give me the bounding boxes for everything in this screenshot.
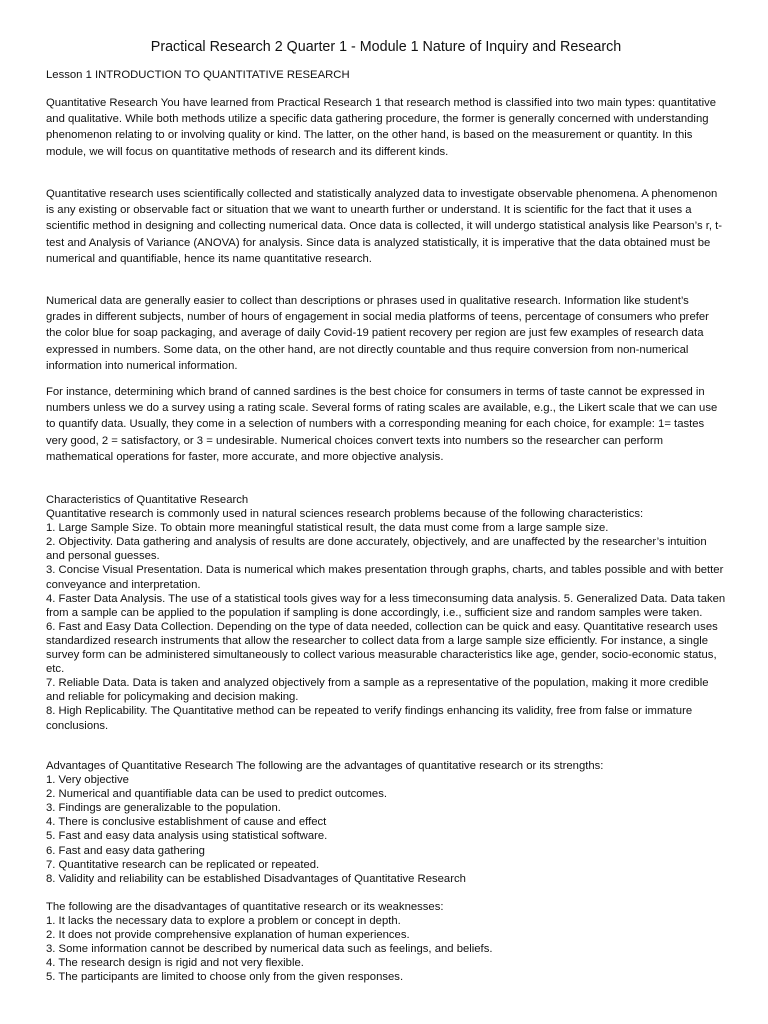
list-item: 3. Some information cannot be described by numerical data such as feelings, and beliefs. — [46, 943, 493, 956]
advantages-heading: Advantages of Quantitative Research The following are the advantages of quantitative research or its strengths: — [46, 760, 604, 772]
list-item: 5. Fast and easy data analysis using statistical software. — [46, 830, 328, 843]
list-item: 2. Objectivity. Data gathering and analysis of results are done accurately, objectively, and are unaffected by the researcher’s intuition and personal guesses. — [46, 536, 707, 563]
paragraph-numerical-data: Numerical data are generally easier to collect than descriptions or phrases used in qualitative research. Information like student’s grades in different subjects, number of hours of engagement in social media platforms of teens, percentage of consumers who prefer the color blue for soap packaging, and average of daily Covid-19 patient recovery per region are just few examples of research data expressed in numbers. Some data, on the other hand, are not directly countable and thus require conversion from non-numerical information into numerical information. — [46, 295, 709, 372]
list-item: 5. The participants are limited to choose only from the given responses. — [46, 971, 404, 984]
list-item: 4. Faster Data Analysis. The use of a statistical tools gives way for a less timeconsuming data analysis. 5. Generalized Data. Data taken from a sample can be applied to the population if sampling is done accordingly, i.e., sufficient size and random samples were taken. — [46, 592, 726, 619]
list-item: 2. Numerical and quantifiable data can be used to predict outcomes. — [46, 788, 387, 801]
list-item: 4. The research design is rigid and not very flexible. — [46, 957, 304, 970]
paragraph-intro: Quantitative Research You have learned from Practical Research 1 that research method is classified into two main types: quantitative and qualitative. While both methods utilize a specific data gathering procedure, the former is generally concerned with understanding phenomenon relating to or involving quality or kind. The latter, on the other hand, is based on the measurement or quantity. In this module, we will focus on quantitative methods of research and its different kinds. — [46, 97, 717, 158]
characteristics-intro: Quantitative research is commonly used in natural sciences research problems because of the following characteristics: — [46, 508, 644, 521]
characteristics-heading: Characteristics of Quantitative Research — [46, 494, 249, 506]
advantages-section — [46, 759, 726, 886]
list-item: 7. Quantitative research can be replicated or repeated. — [46, 858, 320, 871]
disadvantages-heading: The following are the disadvantages of quantitative research or its weaknesses: — [46, 901, 444, 913]
list-item: 3. Findings are generalizable to the population. — [46, 802, 281, 815]
list-item: 3. Concise Visual Presentation. Data is numerical which makes presentation through graphs, charts, and tables possible and with better conveyance and interpretation. — [46, 564, 724, 591]
paragraph-definition: Quantitative research uses scientifically collected and statistically analyzed data to investigate observable phenomena. A phenomenon is any existing or observable fact or situation that we want to unearth further or understand. It is scientific for the fact that it uses a scientific method in designing and collecting numerical data. Once data is collected, it will undergo statistical analysis like Pearson’s r, t-test and Analysis of Variance (ANOVA) for analysis. Since data is analyzed statistically, it is imperative that the data obtained must be numerical and quantifiable, hence its name quantitative research. — [46, 188, 723, 265]
list-item: 1. Very objective — [46, 774, 129, 787]
list-item: 1. It lacks the necessary data to explore a problem or concept in depth. — [46, 915, 401, 928]
list-item: 7. Reliable Data. Data is taken and analyzed objectively from a sample as a representative of the population, making it more credible and reliable for policymaking and decision making. — [46, 677, 709, 704]
characteristics-section — [46, 493, 726, 733]
list-item: 4. There is conclusive establishment of cause and effect — [46, 816, 327, 829]
list-item: 8. Validity and reliability can be established Disadvantages of Quantitative Research — [46, 872, 466, 885]
disadvantages-list — [46, 914, 726, 984]
lesson-heading: Lesson 1 INTRODUCTION TO QUANTITATIVE RESEARCH — [46, 69, 350, 81]
list-item: 6. Fast and easy data gathering — [46, 844, 205, 857]
list-item: 2. It does not provide comprehensive explanation of human experiences. — [46, 929, 410, 942]
paragraph-rating-scale: For instance, determining which brand of canned sardines is the best choice for consumers in terms of taste cannot be expressed in numbers unless we do a survey using a rating scale. Several forms of rating scales are available, e.g., the Likert scale that we can use to quantify data. Usually, they come in a selection of numbers with a corresponding meaning for each choice, for example: 1= tastes very good, 2 = satisfactory, or 3 = undesirable. Numerical choices convert texts into numbers so the researcher can perform mathematical operations for faster, more accurate, and more objective analysis. — [46, 386, 718, 463]
characteristics-list — [46, 521, 726, 732]
disadvantages-section — [46, 900, 726, 985]
list-item: 1. Large Sample Size. To obtain more meaningful statistical result, the data must come from a large sample size. — [46, 522, 609, 535]
list-item: 6. Fast and Easy Data Collection. Depending on the type of data needed, collection can be quick and easy. Quantitative research uses standardized research instruments that allow the researcher to collect data from a large sample size efficiently. For instance, a single survey form can be administered simultaneously to collect various measurable characteristics like age, gender, socio-economic status, etc. — [46, 620, 718, 676]
advantages-list — [46, 773, 726, 886]
list-item: 8. High Replicability. The Quantitative method can be repeated to verify findings enhancing its validity, free from false or immature conclusions. — [46, 705, 693, 732]
document-title: Practical Research 2 Quarter 1 - Module 1 Nature of Inquiry and Research — [150, 39, 622, 55]
